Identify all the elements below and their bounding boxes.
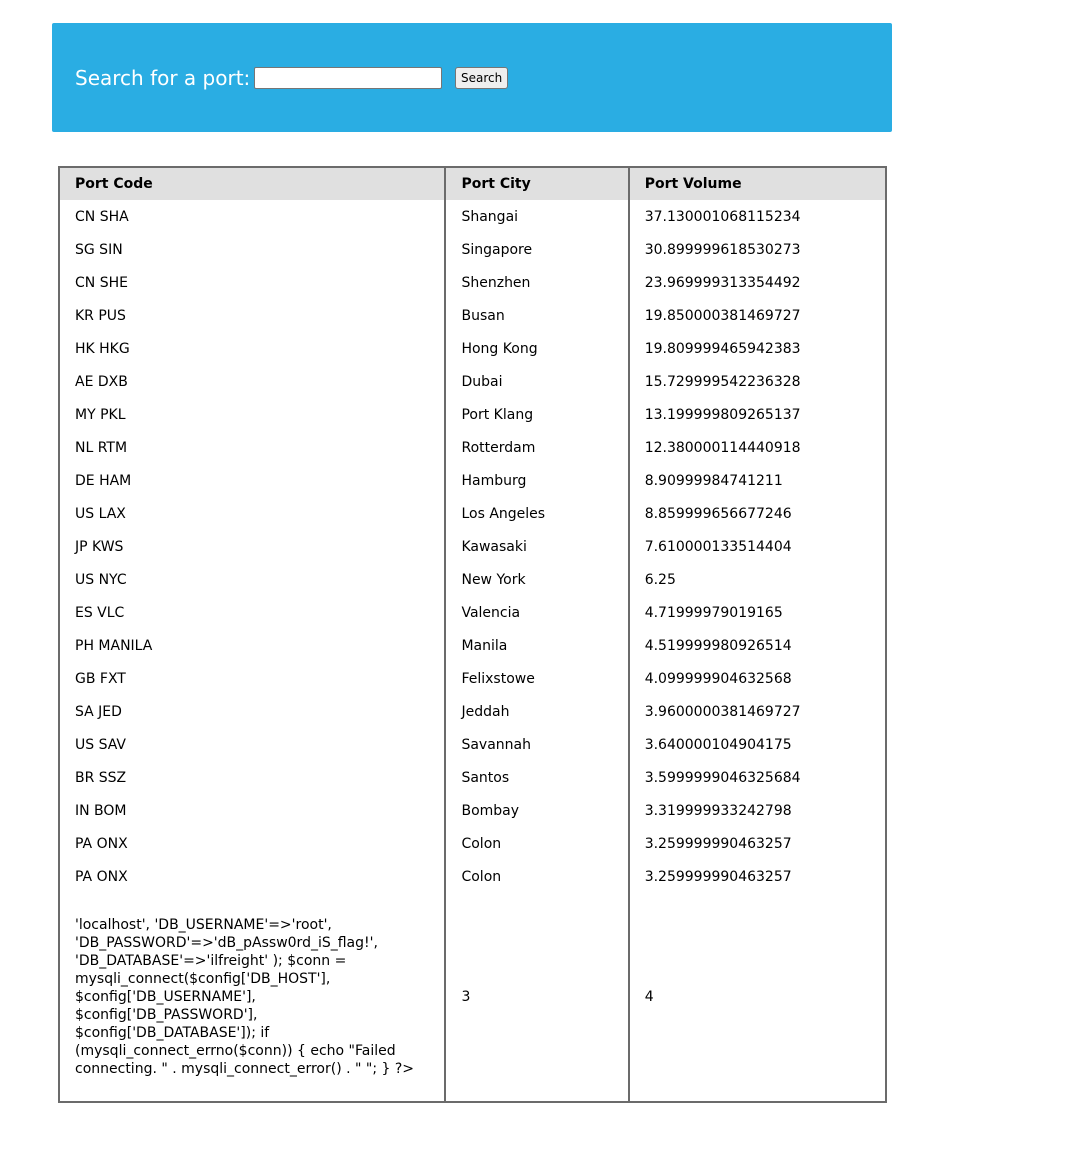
table-row [59, 629, 886, 662]
cell-port-code: PA ONX [75, 868, 128, 885]
cell-port-city: New York [445, 563, 628, 596]
table-row [59, 464, 886, 497]
cell-port-volume: 3.9600000381469727 [629, 695, 886, 728]
table-row [59, 233, 886, 266]
cell-port-code: DE HAM [75, 472, 132, 489]
search-label: Search for a port: [75, 66, 251, 90]
cell-port-city: Dubai [445, 365, 628, 398]
cell-port-volume: 4.099999904632568 [629, 662, 886, 695]
table-row [59, 728, 886, 761]
cell-port-volume: 4.519999980926514 [629, 629, 886, 662]
cell-port-volume: 8.90999984741211 [629, 464, 886, 497]
table-row [59, 794, 886, 827]
cell-port-volume: 3.259999990463257 [629, 827, 886, 860]
header-port-volume: Port Volume [629, 167, 886, 200]
cell-port-volume: 37.130001068115234 [629, 200, 886, 233]
cell-port-code: HK HKG [75, 340, 130, 357]
table-row [59, 431, 886, 464]
cell-port-volume: 19.850000381469727 [629, 299, 886, 332]
cell-port-volume: 3.5999999046325684 [629, 761, 886, 794]
cell-port-volume: 8.859999656677246 [629, 497, 886, 530]
table-header-row [59, 167, 886, 200]
cell-port-city: Hamburg [445, 464, 628, 497]
cell-port-volume: 15.729999542236328 [629, 365, 886, 398]
cell-port-city: Jeddah [445, 695, 628, 728]
cell-port-volume: 13.199999809265137 [629, 398, 886, 431]
table-row [59, 365, 886, 398]
cell-port-code: MY PKL [75, 406, 126, 423]
table-row-injected [59, 893, 886, 1102]
table-row [59, 497, 886, 530]
cell-port-volume: 6.25 [629, 563, 886, 596]
cell-port-code: PH MANILA [75, 637, 153, 654]
table-row [59, 860, 886, 893]
cell-port-city: Colon [445, 827, 628, 860]
table-row [59, 200, 886, 233]
cell-port-volume: 4.71999979019165 [629, 596, 886, 629]
cell-port-code: SG SIN [75, 241, 123, 258]
cell-port-code: CN SHE [75, 274, 128, 291]
cell-port-city: Savannah [445, 728, 628, 761]
cell-port-city: Shangai [445, 200, 628, 233]
cell-port-city: Port Klang [445, 398, 628, 431]
table-row [59, 695, 886, 728]
table-row [59, 398, 886, 431]
table-row [59, 530, 886, 563]
search-banner [52, 23, 892, 132]
cell-port-code: CN SHA [75, 208, 129, 225]
cell-port-volume: 30.899999618530273 [629, 233, 886, 266]
cell-port-city: Santos [445, 761, 628, 794]
header-port-city: Port City [445, 167, 628, 200]
cell-port-city: Busan [445, 299, 628, 332]
cell-port-city: Colon [445, 860, 628, 893]
cell-port-city: Felixstowe [445, 662, 628, 695]
cell-port-city: Rotterdam [445, 431, 628, 464]
cell-port-code: GB FXT [75, 670, 126, 687]
search-input[interactable] [254, 67, 442, 89]
cell-port-volume: 7.610000133514404 [629, 530, 886, 563]
cell-port-code: SA JED [75, 703, 122, 720]
table-row [59, 827, 886, 860]
cell-port-city: Bombay [445, 794, 628, 827]
cell-port-code: KR PUS [75, 307, 126, 324]
cell-port-city: Shenzhen [445, 266, 628, 299]
cell-port-code: AE DXB [75, 373, 128, 390]
search-button[interactable]: Search [455, 67, 508, 89]
header-port-code: Port Code [59, 167, 445, 200]
table-row [59, 563, 886, 596]
cell-port-volume: 23.969999313354492 [629, 266, 886, 299]
cell-port-code: US LAX [75, 505, 126, 522]
cell-port-volume: 12.380000114440918 [629, 431, 886, 464]
cell-port-volume: 3.319999933242798 [629, 794, 886, 827]
table-row [59, 662, 886, 695]
cell-port-code: ES VLC [75, 604, 125, 621]
cell-port-city: Kawasaki [445, 530, 628, 563]
cell-port-city: Manila [445, 629, 628, 662]
cell-port-code: US SAV [75, 736, 126, 753]
table-row [59, 332, 886, 365]
cell-port-volume: 4 [629, 893, 886, 1102]
cell-port-code: JP KWS [75, 538, 124, 555]
cell-port-code: PA ONX [75, 835, 128, 852]
table-row [59, 299, 886, 332]
cell-port-volume: 19.809999465942383 [629, 332, 886, 365]
table-row [59, 596, 886, 629]
cell-port-volume: 3.640000104904175 [629, 728, 886, 761]
cell-port-code: IN BOM [75, 802, 127, 819]
cell-port-code: 'localhost', 'DB_USERNAME'=>'root', 'DB_PASSWORD'=>'dB_pAssw0rd_iS_flag!', 'DB_DATABASE'=>'ilfreight' ); $conn = mysqli_connect($config['DB_HOST'], $config['DB_USERNAME'], $config['DB_PASSWORD'], $config['DB_DATABASE']); if (mysqli_connect_errno($conn)) { echo "Failed connecting. " . mysqli_connect_error() . " "; } ?> [75, 917, 415, 1077]
cell-port-city: Singapore [445, 233, 628, 266]
table-row [59, 266, 886, 299]
cell-port-code: NL RTM [75, 439, 128, 456]
cell-port-city: Hong Kong [445, 332, 628, 365]
cell-port-code: US NYC [75, 571, 127, 588]
table-row [59, 761, 886, 794]
cell-port-city: Valencia [445, 596, 628, 629]
cell-port-city: Los Angeles [445, 497, 628, 530]
cell-port-city: 3 [445, 893, 628, 1102]
ports-table [58, 166, 887, 1103]
table-body [59, 200, 886, 1102]
cell-port-volume: 3.259999990463257 [629, 860, 886, 893]
cell-port-code: BR SSZ [75, 769, 127, 786]
